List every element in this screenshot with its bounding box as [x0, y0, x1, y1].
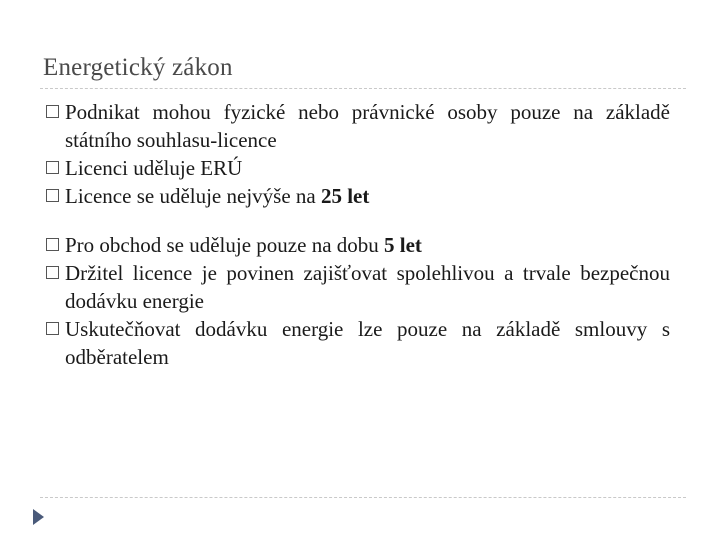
- list-item-text: Licenci uděluje ERÚ: [65, 156, 243, 180]
- list-item: [46, 182, 670, 210]
- list-item: [46, 154, 670, 182]
- list-item: [46, 231, 670, 259]
- title-divider: [40, 88, 686, 89]
- hollow-square-icon: [46, 238, 59, 251]
- list-item: [46, 259, 670, 315]
- bullet-list: [46, 98, 670, 371]
- list-item-text: Pro obchod se uděluje pouze na dobu: [65, 233, 385, 257]
- list-item-text: Uskutečňovat dodávku energie lze pouze na základě smlouvy s odběratelem: [65, 317, 670, 369]
- list-item-emphasis: 25 let: [320, 184, 370, 208]
- footer-divider: [40, 497, 686, 498]
- hollow-square-icon: [46, 161, 59, 174]
- slide-title: Energetický zákon: [43, 54, 233, 81]
- hollow-square-icon: [46, 322, 59, 335]
- list-item: [46, 315, 670, 371]
- hollow-square-icon: [46, 189, 59, 202]
- hollow-square-icon: [46, 266, 59, 279]
- list-item-text: Podnikat mohou fyzické nebo právnické osoby pouze na základě státního souhlasu-licence: [65, 100, 670, 152]
- list-item: [46, 98, 670, 154]
- play-arrow-icon[interactable]: [33, 509, 44, 525]
- list-item-emphasis: 5 let: [384, 233, 422, 257]
- hollow-square-icon: [46, 105, 59, 118]
- list-item-text: Držitel licence je povinen zajišťovat spolehlivou a trvale bezpečnou dodávku energie: [65, 261, 670, 313]
- list-item-text: Licence se uděluje nejvýše na: [65, 184, 321, 208]
